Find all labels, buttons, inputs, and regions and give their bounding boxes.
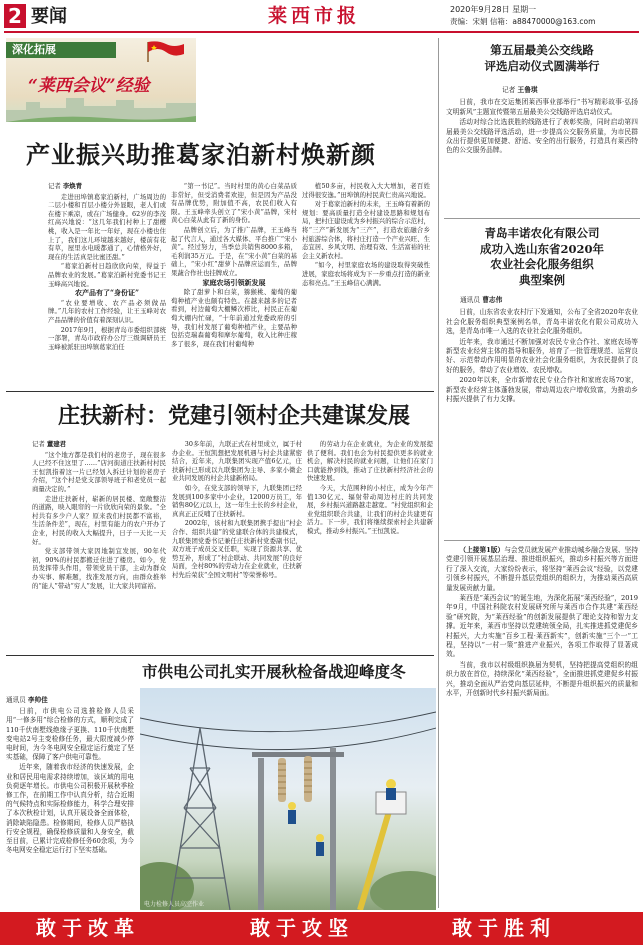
right2-para: 近年来，我市通过不断加强对农民专业合作社、家庭农场等新型农业经营主体的指导和服务，培育了一批管理规范、运营良好、示范带动作用明显的农业社会化服务组织，为农民提供了良好的服务，带动了农业增效、农民增收。 <box>446 337 638 374</box>
right2-headline-line2: 成功入选山东省2020年 <box>479 241 604 256</box>
article2-para: 今天，大范围种的小村庄，成为今年产值130亿元、辐射带动周边村庄的共同发展，乡村振兴道路越走越宽。“村党组织和企业党组织联合共建，让我们的村企共建更有活力。下一步，我们将继续探索村企共建新模式，推动乡村振兴。”王恒凯说。 <box>307 483 433 535</box>
article1-para: “葛家泊新村日趋欣欣向荣，得益于品牌农业的发展。”葛家泊新村党委书记王玉峰高兴地说。 <box>48 262 166 288</box>
article1-byline: 李焕青 <box>62 182 82 190</box>
article-divider <box>6 655 434 656</box>
right2-byline-label: 通讯员 <box>460 296 481 304</box>
date-line: 2020年9月28日 星期一 <box>450 5 537 14</box>
article1-col3 <box>302 182 430 387</box>
article1-para: 除了甜萝卜和白菜，猕猴桃、葡萄的葡萄种植产业也颇有特色。在越来越多的记者看到，村边葡萄大棚鳞次栉比，村民正在葡萄大棚内忙碌，“十年前通过党委政府的引导，我们村发展了葡萄种植产业，主要品种包括克瑞森葡萄和摩尔葡萄，收入比种庄稼多了很多，现在我们村葡萄种 <box>171 288 297 348</box>
article2-headline: 庄扶新村：党建引领村企共建谋发展 <box>58 403 411 429</box>
masthead <box>0 0 643 32</box>
right-divider <box>444 218 640 219</box>
power-lines <box>140 712 436 750</box>
right3-lead-tag: （上接第1版） <box>459 546 505 554</box>
article3-para: 近年来，随着我市经济的快速发展，企业和居民用电需求持续增加，该区域的用电负荷逐年增长。市供电公司积极开展秋季检修工作，在前期工作中认真分析，结合近期的气候特点和实际检修能力，科学合理安排了本次秋检计划，认真开展设备全面体检，消除缺陷隐患。检修期间，检修人员严格执行安全规程，确保检修质量和人身安全，截至目前，已累计完成检修任务60余项，为今冬电网安全稳定运行打下坚实基础。 <box>6 763 134 855</box>
right1-para: 日前，我市在交运集团莱西事业部举行“书写精彩故事·弘扬文明新风”主题宣传暨第五届最美公交线路评选启动仪式。 <box>446 98 638 116</box>
right1-headline <box>444 42 640 74</box>
article2-para: 党支部带领大家因地制宜发展，90年代初，90%的村民都搬迁住进了楼房。如今，党员发挥带头作用，带领党员干部，主动为群众办实事、解难题，找准发展方向，由群众推举的“能人”带动“穷人”发展，让大家共同富裕。 <box>32 547 166 590</box>
right2-headline <box>444 226 640 288</box>
article1-subhead: 家庭农场引领新发展 <box>202 277 266 287</box>
article1-para: 2017年9月，根据青岛市委组织部统一部署，青岛市政府办公厅三级调研员王玉峰被派驻田埠镇葛家泊任 <box>48 325 166 351</box>
right3-para: 与会党员就发展产业推动城乡融合发展、坚持党建引领开展基层治理、推进组织振兴，推动乡村振兴等方面进行了深入交流，大家纷纷表示，将坚持“莱西会议”经验，以党建引领乡村振兴，不断提升基层党组织的组织力，为推动莱西高质量发展贡献力量。 <box>446 546 638 592</box>
article2-byline-label: 记者 <box>32 440 45 448</box>
article2-para: 30多年前，九联正式在村里成立，属于村办企业。王恒凯想把发展机遇与村企共建紧密结合，近年来，九联集团实现产值6亿元，庄扶新村已形成以九联集团为主导、多家小微企业共同发展的村企共建新格局。 <box>172 440 302 483</box>
article1-col2 <box>171 182 297 387</box>
article1-subhead: 农产品有了“身份证” <box>74 288 140 298</box>
article3-byline: 李帅佳 <box>27 696 48 704</box>
right1-headline-line2: 评选启动仪式圆满举行 <box>484 59 600 73</box>
right2-headline-line3: 农业社会化服务组织 <box>490 257 594 271</box>
right2-para: 2020年以来，全市新增农民专业合作社和家庭农场70家，新型农业经营主体蓬勃发展，带动周边农户增收致富，为推动乡村振兴提供了有力支撑。 <box>446 376 638 404</box>
right1-byline-label: 记者 <box>502 86 516 94</box>
footer-slogan-3: 敢于胜利 <box>452 916 556 940</box>
article1-para: “农业要增收、农产品必须做品牌。”几年的农村工作经验，让王玉峰对农产品品牌的价值有着深刻认识。 <box>48 298 166 324</box>
page-number-badge <box>4 4 26 28</box>
article2-byline: 董建君 <box>46 440 66 448</box>
article3-headline: 市供电公司扎实开展秋检备战迎峰度冬 <box>142 662 406 681</box>
banner-title: “莱西会议”经验 <box>28 76 150 96</box>
flag-icon <box>146 40 186 62</box>
article1-col1 <box>48 182 166 387</box>
article2-para: 如今，在党支部的领导下，九联集团已经发展到100多家中小企业，12000万员工，年销售80亿元以上，这一年生土长的乡村企业，真真正正反哺了庄扶新村。 <box>172 483 302 518</box>
article2-col2 <box>172 440 302 650</box>
article2-para: 走进庄扶新村，崭新的居民楼、宽敞整洁的道路，映入眼帘的一片欣欣向荣的景象。“全村共有多少户人家？原来我们村民都不富裕，生活条件差”，现在，村里有能力的农户开办了企业，村民的收入大幅提升，日子一天比一天好。 <box>32 494 166 546</box>
right2-headline-line1: 青岛丰诺农化有限公司 <box>484 226 600 240</box>
right-divider <box>444 540 640 541</box>
article2-col1 <box>32 440 166 650</box>
right2-text <box>446 294 638 536</box>
footer-banner <box>0 912 643 945</box>
page-number: 2 <box>8 4 22 28</box>
editor-line: 责编：宋娟 信箱：a88470000@163.com <box>450 17 596 26</box>
column-divider <box>438 38 439 908</box>
article1-para: 对于葛家泊新村的未来，王玉峰有着新的规划：要高质量打造全村建设思路和规划布局，把村庄建设成为乡村振兴的综合示范村，将“三产”新发展为“三产”，打造农旅融合乡村旅游综合体，将村庄打造一个产业兴旺、生态宜居、乡风文明、治理有效、生活富裕的社会主义新农村。 <box>302 200 430 260</box>
footer-slogan-2: 敢于攻坚 <box>250 916 354 940</box>
article2-para: 2002年，该村和九联集团携手提出“村企合作、组织共建”的党建联合体的共建模式，九联集团党委书记兼任庄扶新村党委副书记，双方班子成员交叉任职，实现了资源共享、优势互补，形成了“村企联动、共同发展”的良好局面，全村80%的劳动力在企业就业，庄扶新村先后荣获“全国文明村”等荣誉称号。 <box>172 519 302 579</box>
section-title: 要闻 <box>31 6 67 27</box>
article3-para: 日前，市供电公司选推检修人员采用“一修多用”综合检修的方式，顺利完成了110千伏南墅线绝缘子更换、110千伏南墅变电站2号主变检修任务，最大限度减少停电时间，为今冬电网安全稳定运行奠定了坚实基础，保障了客户供电可靠性。 <box>6 707 134 762</box>
right2-byline: 曹志伟 <box>482 296 503 304</box>
banner-tag-text: 深化拓展 <box>12 43 56 56</box>
footer-slogan-1: 敢于改革 <box>36 916 140 940</box>
right1-para: 活动对综合比选获胜的线路进行了表彰奖励，同时启动第四届最美公交线路评选活动，进一步提高公交服务质量，为市民群众出行提供更加便捷、舒适、安全的出行服务，打造具有莱西特色的公交服务品牌。 <box>446 118 638 155</box>
banner-tag <box>6 42 116 58</box>
article3-text <box>6 696 134 908</box>
article-divider <box>6 391 434 392</box>
right2-para: 日前，山东省农业农村厅下发通知，公布了全省2020年农业社会化服务组织典型案例名单，青岛丰诺农化有限公司成功入选，是青岛市唯一入选的农业社会化服务组织。 <box>446 308 638 336</box>
right1-text <box>446 80 638 216</box>
photo-caption-hidden: 电力检修人员高空作业 <box>144 901 205 908</box>
right2-headline-line4: 典型案例 <box>519 272 565 287</box>
right1-byline: 王鲁琪 <box>517 86 538 94</box>
article3-byline-label: 通讯员 <box>6 696 26 704</box>
power-workers-photo <box>140 688 436 910</box>
article1-para: “如今，村里家庭农场的建设取得突破性进展，家庭农场将成为下一步重点打造的新业态和亮点。”王玉峰信心满满。 <box>302 261 430 287</box>
article1-para: “第一书记”。当时村里的黄心白菜品质非常好，但受消费者欢迎，但是因为产品没有品牌优势，附加值不高，农民们收入有限。王玉峰牵头创立了“宋小黄”品牌，宋村黄心白菜从此有了新的身份。 <box>171 182 297 225</box>
paper-name: 莱西市报 <box>268 5 361 27</box>
article1-byline-label: 记者 <box>48 182 61 190</box>
masthead-divider <box>4 31 639 33</box>
right1-headline-line1: 第五届最美公交线路 <box>490 43 594 57</box>
article2-col3 <box>307 440 433 650</box>
right3-para: 莱西是“莱西会议”的诞生地，为深化拓展“莱西经验”，2019年9月，中国社科院农村发展研究所与莱西市合作共建“莱西经验”研究院，为“莱西经验”的创新发展提供了理论支持和智力支撑。近年来，莱西市坚持以党建统领全局，扎实推进抓党建促乡村振兴，大力实施“百乡工程·莱西新实”，创新实施“三个一”工程，坚持以“一村一策”推进产业振兴，各项工作取得了显著成效。 <box>446 594 638 659</box>
article1-para: 品牌创立后，为了推广品牌，王玉峰当起了代言人，通过各大媒体、平台推广“宋小黄”。经过努力，当季总共销售8000多箱，毛利润35万元。于是，在“宋小黄”白菜的基础上，“宋小红”甜萝卜品牌应运而生，品牌果蔬合作社也挂牌成立。 <box>171 225 297 277</box>
insulator-structure <box>252 748 344 910</box>
article1-para: 走进田埠镇葛家泊新村，广场周边的二层小楼和百层小楼分外显眼，老人们或在楼下乘凉，或在广场健身。62岁的李茂红高兴地说：“这几年我们村种上了甜樱桃，收入是一年比一年好，现在小楼也住上了，我们这儿环境越来越好，楼前有花有草，屋里水电暖都通了，心情格外好，现在的生活真是比蜜还甜。” <box>48 192 166 261</box>
right3-para: 当前，我市以村级组织换届为契机，坚持把提高党组织的组织力放在首位，持续深化“莱西经验”，全面推进抓党建促乡村振兴，推动全面从严治党向基层延伸，不断提升组织振兴的质量和水平，开创新时代乡村振兴新局面。 <box>446 660 638 698</box>
right3-text <box>446 546 638 908</box>
article2-para: 的劳动力在企业就业，为企业的发展提供了便利。我们也会为村民提供更多的就业机会，解决村民的就业问题，让他们在家门口就能挣到钱，推动了庄扶新村经济社会的快速发展。 <box>307 440 433 483</box>
article1-headline: 产业振兴助推葛家泊新村焕新颜 <box>26 140 376 169</box>
banner <box>6 38 196 122</box>
article2-para: “这个地方都是我们村的老房子，现在很多人已经不住这里了……”店河街道庄扶新村村民王恒凯指着这一片已经划入拆迁计划的老房子介绍，“这个村是党支部领导班子和老党员一起商量决定的。” <box>32 450 166 493</box>
article1-para: 植50多亩，村民收入大大增加，老百姓过得很安逸。”田埠镇的村民黄仁贵高兴地说。 <box>302 182 430 199</box>
